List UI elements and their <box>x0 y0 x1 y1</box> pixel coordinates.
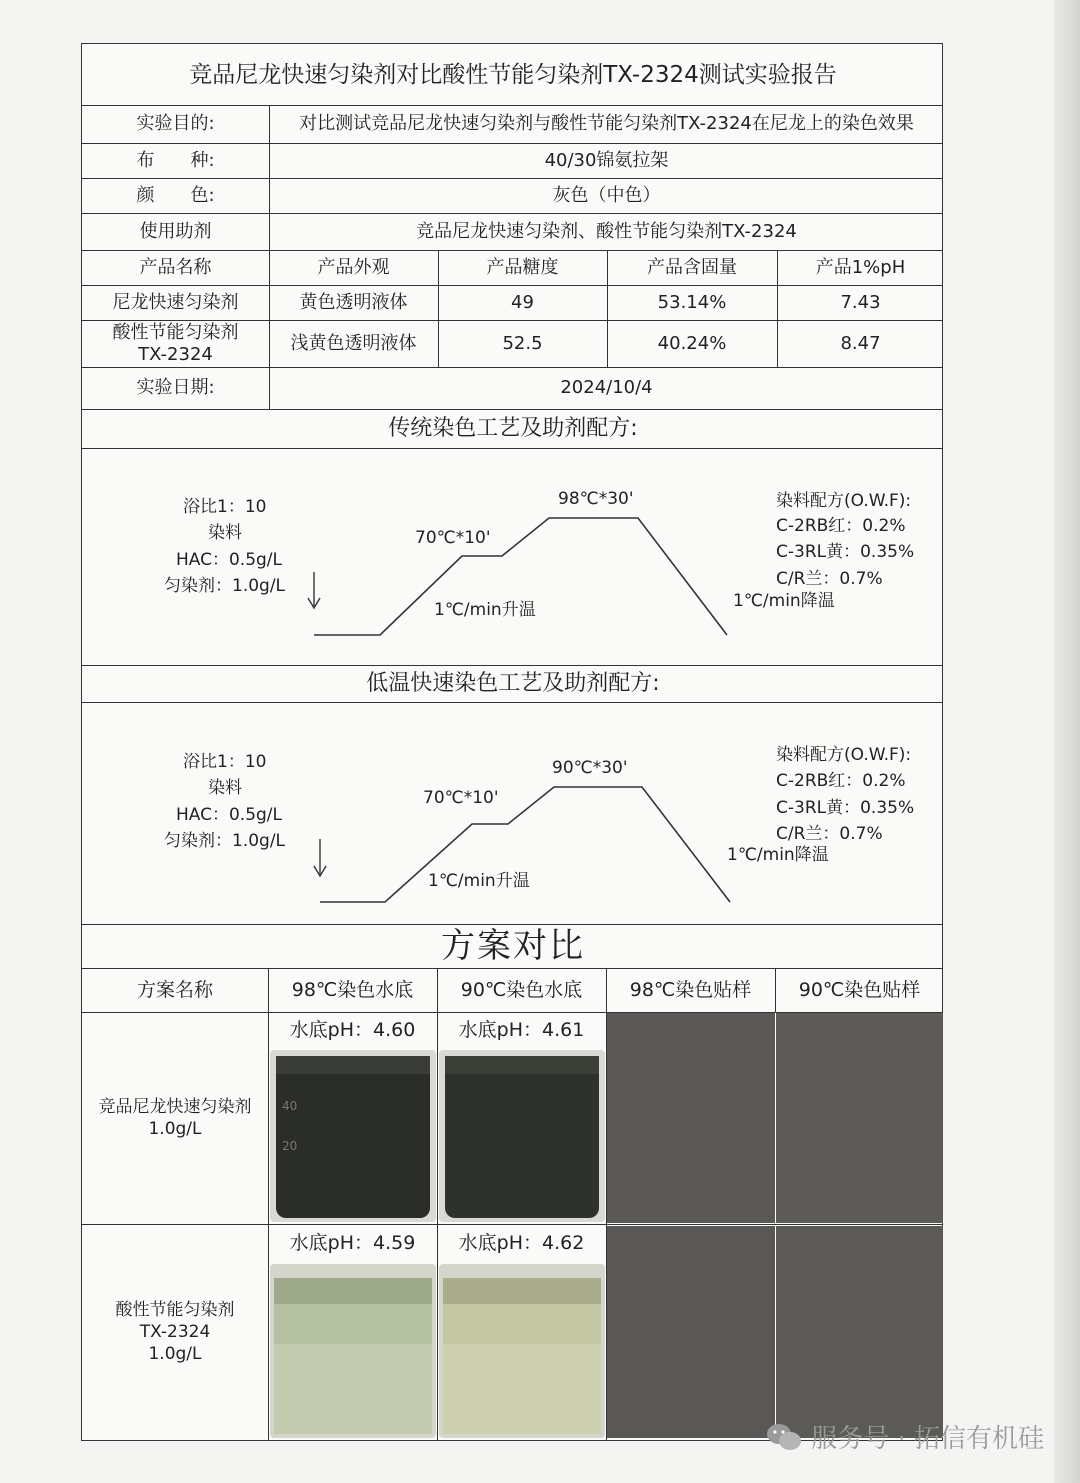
scheme-name-line: 竞品尼龙快速匀染剂 <box>98 1097 252 1117</box>
report-title: 竞品尼龙快速匀染剂对比酸性节能匀染剂TX-2324测试实验报告 <box>189 61 837 88</box>
purpose-value: 对比测试竞品尼龙快速匀染剂与酸性节能匀染剂TX-2324在尼龙上的染色效果 <box>299 113 914 134</box>
wechat-icon <box>765 1422 803 1452</box>
beaker-photo-90-tx2324 <box>439 1264 605 1438</box>
product-ph: 7.43 <box>840 291 881 313</box>
product-brix: 52.5 <box>502 332 543 354</box>
leveling-dose: 匀染剂：1.0g/L <box>164 576 286 596</box>
watermark <box>765 1418 1044 1455</box>
recipe-title: 染料配方(O.W.F): <box>776 745 912 765</box>
svg-text:20: 20 <box>282 1139 298 1153</box>
recipe-yellow: C-3RL黄：0.35% <box>776 542 915 562</box>
water-ph-98: 水底pH：4.60 <box>289 1019 416 1041</box>
fabric-swatch-90-competitor <box>776 1013 943 1223</box>
recipe-red: C-2RB红：0.2% <box>776 771 906 791</box>
recipe-blue: C/R兰：0.7% <box>776 569 883 589</box>
auxiliary-value: 竞品尼龙快速匀染剂、酸性节能匀染剂TX-2324 <box>416 220 797 242</box>
hold-1: 70℃*10' <box>423 788 499 808</box>
scheme-name-line: TX-2324 <box>139 1322 211 1342</box>
process-1-heading: 传统染色工艺及助剂配方: <box>388 415 638 441</box>
color-label: 颜 色: <box>136 184 215 206</box>
fabric-label: 布 种: <box>136 149 215 171</box>
product-header-solids: 产品含固量 <box>647 256 737 278</box>
page-edge-shadow <box>1054 0 1080 1483</box>
product-brix: 49 <box>511 291 534 313</box>
cool-rate: 1℃/min降温 <box>727 845 829 865</box>
water-ph-90: 水底pH：4.61 <box>458 1019 585 1041</box>
scheme-dose: 1.0g/L <box>148 1344 202 1364</box>
hac-dose: HAC：0.5g/L <box>176 550 283 570</box>
scheme-name-tx2324 <box>82 1224 268 1440</box>
bath-ratio: 浴比1：10 <box>183 497 267 517</box>
bath-ratio: 浴比1：10 <box>183 752 267 772</box>
report-sheet <box>81 43 943 1441</box>
product-header-name: 产品名称 <box>139 256 212 278</box>
heat-rate: 1℃/min升温 <box>428 871 530 891</box>
svg-text:40: 40 <box>282 1099 298 1113</box>
heat-rate: 1℃/min升温 <box>434 600 536 620</box>
product-solids: 40.24% <box>657 332 727 354</box>
beaker-photo-90-competitor <box>439 1050 605 1222</box>
comparison-header-water-90: 90℃染色水底 <box>460 979 583 1001</box>
color-value: 灰色（中色） <box>552 184 661 206</box>
water-ph-90: 水底pH：4.62 <box>458 1232 585 1254</box>
comparison-header-name: 方案名称 <box>136 979 213 1001</box>
recipe-title: 染料配方(O.W.F): <box>776 491 912 511</box>
dye-label: 染料 <box>208 523 242 543</box>
scheme-name-competitor <box>82 1012 268 1224</box>
comparison-header-swatch-90: 90℃染色贴样 <box>798 979 921 1001</box>
fabric-swatch-98-tx2324 <box>607 1226 775 1438</box>
comparison-header-swatch-98: 98℃染色贴样 <box>629 979 752 1001</box>
beaker-image <box>270 1050 436 1222</box>
fabric-swatch-90-tx2324 <box>776 1226 943 1438</box>
product-appearance: 黄色透明液体 <box>299 291 408 313</box>
leveling-dose: 匀染剂：1.0g/L <box>164 831 286 851</box>
water-ph-98: 水底pH：4.59 <box>289 1232 416 1254</box>
product-header-brix: 产品糖度 <box>486 256 559 278</box>
product-name: 酸性节能匀染剂 TX-2324 <box>112 321 239 365</box>
scheme-name-line: 酸性节能匀染剂 <box>115 1300 235 1320</box>
product-solids: 53.14% <box>657 291 727 313</box>
watermark-text: 服务号 · 拓信有机硅 <box>811 1424 1044 1454</box>
beaker-image <box>270 1264 436 1438</box>
product-header-appearance: 产品外观 <box>317 256 390 278</box>
auxiliary-label: 使用助剂 <box>139 220 212 242</box>
cool-rate: 1℃/min降温 <box>733 591 835 611</box>
beaker-image <box>439 1264 605 1438</box>
process-2-heading: 低温快速染色工艺及助剂配方: <box>366 670 660 696</box>
hold-2: 98℃*30' <box>558 489 634 509</box>
product-ph: 8.47 <box>840 332 881 354</box>
date-value: 2024/10/4 <box>560 377 653 398</box>
process-1-diagram <box>82 448 944 665</box>
dye-label: 染料 <box>208 778 242 798</box>
recipe-blue: C/R兰：0.7% <box>776 824 883 844</box>
product-appearance: 浅黄色透明液体 <box>290 332 417 354</box>
comparison-header-water-98: 98℃染色水底 <box>291 979 414 1001</box>
purpose-label: 实验目的: <box>136 113 215 134</box>
beaker-image <box>439 1050 605 1222</box>
product-name: 尼龙快速匀染剂 <box>112 291 239 313</box>
scheme-dose: 1.0g/L <box>148 1119 202 1139</box>
hold-2: 90℃*30' <box>552 758 628 778</box>
recipe-yellow: C-3RL黄：0.35% <box>776 798 915 818</box>
product-header-ph: 产品1%pH <box>815 256 906 278</box>
comparison-heading: 方案对比 <box>441 926 585 966</box>
hac-dose: HAC：0.5g/L <box>176 805 283 825</box>
process-2-diagram <box>82 702 944 924</box>
beaker-photo-98-competitor <box>270 1050 436 1222</box>
date-label: 实验日期: <box>136 377 215 398</box>
beaker-photo-98-tx2324 <box>270 1264 436 1438</box>
fabric-swatch-98-competitor <box>607 1013 775 1223</box>
fabric-value: 40/30锦氨拉架 <box>544 149 669 171</box>
hold-1: 70℃*10' <box>415 528 491 548</box>
recipe-red: C-2RB红：0.2% <box>776 516 906 536</box>
